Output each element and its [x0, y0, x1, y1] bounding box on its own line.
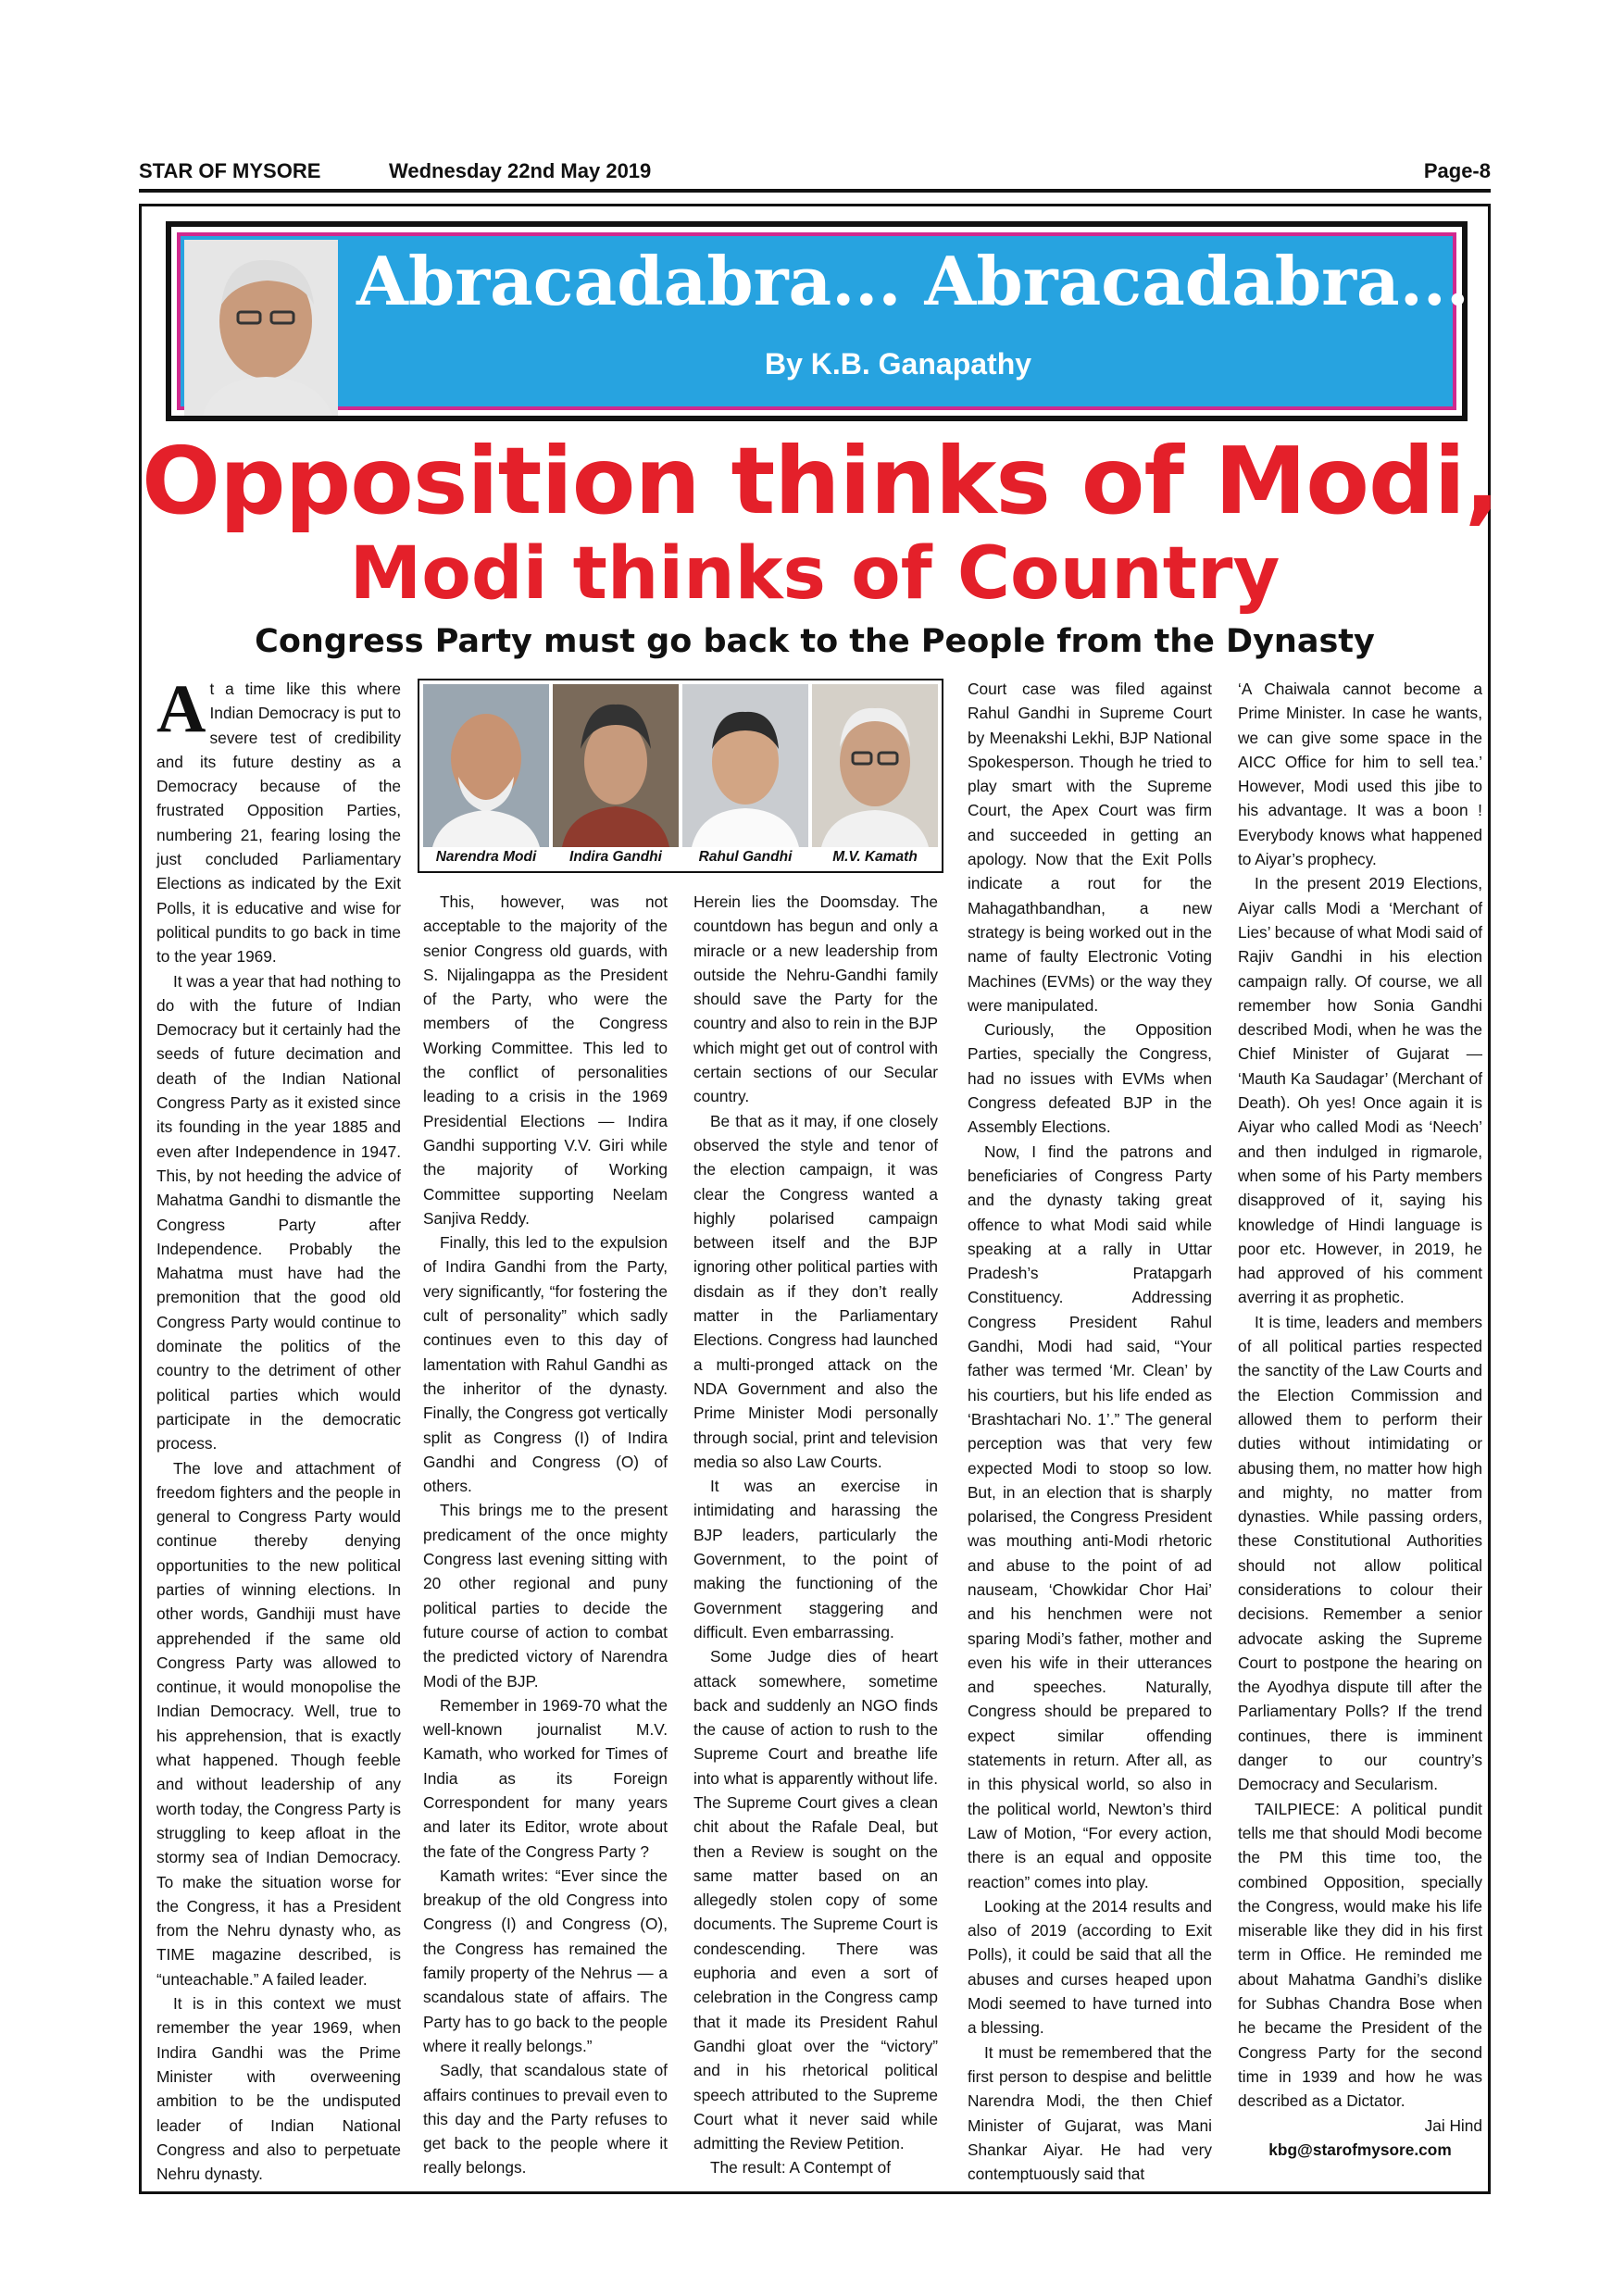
paragraph: The result: A Contempt of: [710, 2158, 891, 2177]
paragraph: Herein lies the Doomsday. The countdown has begun and only a miracle or a new leadership from outside the Nehru-Gandhi family should save the Party for the country and also to rein in the BJP which might get out of control with certain sections of our Secular country.: [693, 892, 938, 1106]
signoff: Jai Hind: [1424, 2115, 1482, 2135]
paragraph: Curiously, the Opposition Parties, specially the Congress, had no issues with EVMs when Congress defeated BJP in the Assembly Elections.: [968, 1020, 1212, 1137]
paragraph: It is time, leaders and members of all political parties respected the sanctity of the Law Courts and the Election Commission and allowed them to perform their duties without intimidating or abusing them, no matter how high and mighty, no matter from dynasties. While passing orders, these Constitutional Authorities should not allow political considerations to colour their decisions. Remember a senior advocate asking the Supreme Court to postpone the hearing on the Ayodhya dispute till after the Parliamentary Polls? If the trend continues, there is imminent danger to our country’s Democracy and Secularism.: [1238, 1312, 1482, 1794]
paragraph: It is in this context we must remember the year 1969, when Indira Gandhi was the Prime Minister with overweening ambition to be the undisputed leader of Indian National Congress and also to perpetuate Nehru dynasty.: [156, 1994, 401, 2184]
paragraph: This brings me to the present predicament of the once mighty Congress last evening sitting with 20 other regional and puny political parties to decide the future course of action to combat the predicted victory of Narendra Modi of the BJP.: [423, 1501, 668, 1691]
drop-cap: A: [156, 671, 206, 747]
photo-rahul-gandhi: [682, 684, 808, 847]
photo-indira-gandhi: [553, 684, 679, 847]
photo-narendra-modi: [423, 684, 549, 847]
issue-date: Wednesday 22nd May 2019: [389, 159, 652, 182]
caption-mv-kamath: M.V. Kamath: [832, 849, 918, 865]
author-photo: [184, 240, 338, 416]
author-email: kbg@starofmysore.com: [1268, 2140, 1452, 2159]
paragraph: Now, I find the patrons and beneficiaries of Congress Party and the dynasty taking great offence to what Modi said while speaking at a rally in Uttar Pradesh’s Pratapgarh Constituency. Addressing Congress President Rahul Gandhi, Modi had said, “Your father was termed ‘Mr. Clean’ by his courtiers, but his life ended as ‘Brashtachari No. 1’.” The general perception was that very few expected Modi to stoop so low. But, in an election that is sharply polarised, the Congress President was mouthing anti-Modi rhetoric and abuse to the point of ad nauseam, ‘Chowkidar Chor Hai’ and his henchmen were not sparing Modi’s father, mother and even his wife in their utterances and speeches. Naturally, Congress should be prepared to expect similar offending statements in return. After all, as in this physical world, so also in the political world, Newton’s third Law of Motion, “For every action, there is an equal and opposite reaction” comes into play.: [968, 1142, 1212, 1891]
banner-title: Abracadabra... Abracadabra...: [356, 242, 1469, 320]
paragraph: Kamath writes: “Ever since the breakup of the old Congress into Congress (I) and Congress (O), the Congress has remained the family property of the Nehrus — a scandalous state of affairs. The Party has to go back to the people where it really belongs.”: [423, 1866, 668, 2055]
paragraph: It was a year that had nothing to do with the future of Indian Democracy but it certainly had the seeds of future decimation and death of the Indian National Congress Party as it existed since its founding in the year 1885 and even after Independence in 1947. This, by not heeding the advice of Mahatma Gandhi to dismantle the Congress Party after Independence. Probably the Mahatma must have had the premonition that the good old Congress Party would continue to dominate the politics of the country to the detriment of other political parties which would participate in the democratic process.: [156, 971, 401, 1454]
paragraph: Be that as it may, if one closely observed the style and tenor of the election campaign, it was clear the Congress wanted a highly polarised campaign between itself and the BJP ignoring other political parties with disdain as if they don’t really matter in the Parliamentary Elections. Congress had launched a multi-pronged attack on the NDA Government and also the Prime Minister Modi personally through social, print and television media so also Law Courts.: [693, 1111, 938, 1471]
caption-indira-gandhi: Indira Gandhi: [569, 849, 662, 865]
caption-narendra-modi: Narendra Modi: [435, 849, 537, 865]
paragraph: Sadly, that scandalous state of affairs continues to prevail even to this day and the Party refuses to get back to the people where it really belongs.: [423, 2061, 668, 2177]
article-frame: [139, 204, 1499, 2194]
banner-byline: By K.B. Ganapathy: [764, 347, 1032, 381]
paper-name: STAR OF MYSORE: [139, 159, 321, 182]
article-column-3: [693, 890, 938, 2180]
paragraph: It must be remembered that the first person to despise and belittle Narendra Modi, the then Chief Minister of Gujarat, was Mani Shankar Aiyar. He had very contemptuously said that: [968, 2042, 1212, 2184]
paragraph: Some Judge dies of heart attack somewhere, sometime back and suddenly an NGO finds the cause of action to rush to the Supreme Court and breathe life into what is apparently without life. The Supreme Court gives a clean chit about the Rafale Deal, but then a Review is sought on the same matter based on an allegedly stolen copy of some documents. The Supreme Court is condescending. There was euphoria and even a sort of celebration in the Congress camp that it made its President Rahul Gandhi gloat over the “victory” and in his rhetorical political speech attributed to the Supreme Court what it never said while admitting the Review Petition.: [693, 1647, 938, 2153]
photo-mv-kamath: [812, 684, 938, 847]
column-banner: [166, 221, 1468, 421]
headline-line-1: Opposition thinks of Modi,: [142, 427, 1499, 535]
article-column-2: [423, 890, 668, 2180]
paragraph: ‘A Chaiwala cannot become a Prime Minister. In case he wants, we can give some space in the AICC Office for him to sell tea.’ However, Modi used this jibe to his advantage. It was a boon ! Everybody knows what happened to Aiyar’s prophecy.: [1238, 680, 1482, 869]
paragraph: Finally, this led to the expulsion of Indira Gandhi from the Party, very significantly, “for fostering the cult of personality” which sadly continues even to this day of lamentation with Rahul Gandhi as the inheritor of the dynasty. Finally, the Congress got vertically split as Congress (I) of Indira Gandhi and Congress (O) of others.: [423, 1233, 668, 1496]
subheadline: Congress Party must go back to the People from the Dynasty: [255, 623, 1375, 660]
paragraph: This, however, was not acceptable to the majority of the senior Congress old guards, with S. Nijalingappa as the President of the Party, who were the members of the Congress Working Committee. This led to the conflict of personalities leading to a crisis in the 1969 Presidential Elections — Indira Gandhi supporting V.V. Giri while the majority of Working Committee supporting Neelam Sanjiva Reddy.: [423, 892, 668, 1228]
tailpiece-paragraph: TAILPIECE: A political pundit tells me that should Modi become the PM this time too, the combined Opposition, specially the Congress, would make his life miserable like they did in his first term in Office. He reminded me about Mahatma Gandhi’s dislike for Subhas Chandra Bose when he became the President of the Congress Party for the second time in 1939 and how he was described as a Dictator.: [1238, 1799, 1482, 2111]
caption-rahul-gandhi: Rahul Gandhi: [698, 849, 793, 865]
article-column-5: [1238, 677, 1482, 2162]
paragraph: It was an exercise in intimidating and harassing the BJP leaders, particularly the Government, to the point of making the functioning of the Government staggering and difficult. Even embarrassing.: [693, 1477, 938, 1641]
paragraph: The love and attachment of freedom fighters and the people in general to Congress Party would continue thereby denying opportunities to the new political parties of winning elections. In other words, Gandhiji must have apprehended if the same old Congress Party was allowed to continue, it would monopolise the Indian Democracy. Well, true to his apprehension, that is exactly what happened. Though feeble and without leadership of any worth today, the Congress Party is struggling to keep afloat in the stormy sea of Indian Democracy. To make the situation worse for the Congress, it has a President from the Nehru dynasty who, as TIME magazine described, is “unteachable.” A failed leader.: [156, 1458, 401, 1989]
banner-panel: [177, 232, 1469, 410]
article-column-4: [968, 677, 1212, 2186]
masthead: [139, 157, 1491, 193]
paragraph: Court case was filed against Rahul Gandhi in Supreme Court by Meenakshi Lekhi, BJP National Spokesperson. Though he tried to play smart with the Supreme Court, the Apex Court was firm and succeeded in getting an apology. Now that the Exit Polls indicate a rout for the Mahagathbandhan, a new strategy is being worked out in the name of faulty Electronic Voting Machines (EVMs) or the way they were manipulated.: [968, 680, 1212, 1015]
paragraph: In the present 2019 Elections, Aiyar calls Modi a ‘Merchant of Lies’ because of what Modi said of Rajiv Gandhi in his election campaign rally. Of course, we all remember how Sonia Gandhi described Modi, when he was the Chief Minister of Gujarat — ‘Mauth Ka Saudagar’ (Merchant of Death). Oh yes! Once again it is Aiyar who called Modi as ‘Neech’ and then indulged in rigmarole, when some of his Party members disapproved of it, saying his knowledge of Hindi language is poor etc. However, in 2019, he had approved of his comment averring it as prophetic.: [1238, 874, 1482, 1307]
page-number: Page-8: [1423, 159, 1491, 182]
paragraph: t a time like this where Indian Democracy is put to severe test of credibility and its future destiny as a Democracy because of the frustrated Opposition Parties, numbering 21, fearing losing the just concluded Parliamentary Elections as indicated by the Exit Polls, it is educative and wise for political pundits to go back in time to the year 1969.: [156, 680, 401, 967]
article-column-1: [156, 671, 401, 2186]
paragraph: Remember in 1969-70 what the well-known journalist M.V. Kamath, who worked for Times of India as its Foreign Correspondent for many years and later its Editor, wrote about the fate of the Congress Party ?: [423, 1695, 668, 1861]
paragraph: Looking at the 2014 results and also of 2019 (according to Exit Polls), it could be said that all the abuses and curses heaped upon Modi seemed to have turned into a blessing.: [968, 1896, 1212, 2038]
headline-line-2: Modi thinks of Country: [349, 532, 1280, 616]
photo-strip: [418, 679, 943, 873]
